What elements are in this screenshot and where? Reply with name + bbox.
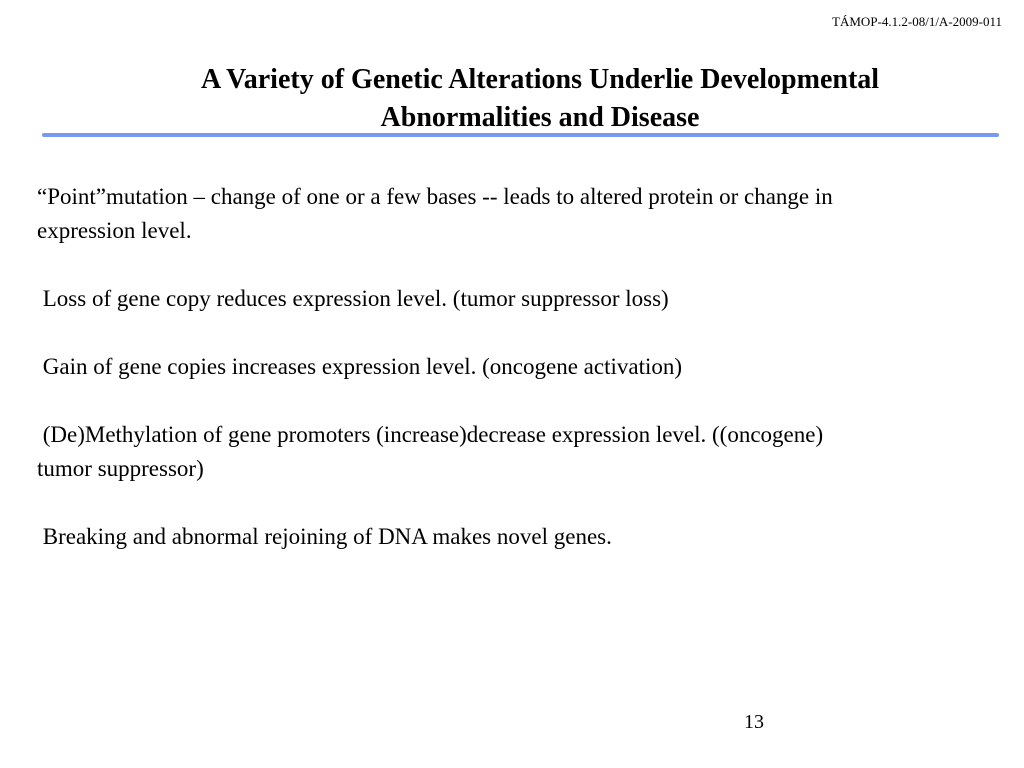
slide-body: [37, 180, 857, 588]
dna-rejoining-text: Breaking and abnormal rejoining of DNA makes novel genes.: [37, 524, 612, 549]
title-divider: [42, 133, 999, 137]
project-code: TÁMOP-4.1.2-08/1/A-2009-011: [832, 14, 1002, 29]
title-line-2: Abnormalities and Disease: [380, 102, 700, 133]
point-mutation-text: “Point”mutation – change of one or a few bases -- leads to altered protein or change in expression level.: [37, 184, 833, 243]
methylation-text: (De)Methylation of gene promoters (increase)decrease expression level. ((oncogene) tumor suppressor): [37, 422, 829, 481]
gene-copy-loss-text: Loss of gene copy reduces expression level. (tumor suppressor loss): [37, 286, 669, 311]
title-line-1: A Variety of Genetic Alterations Underlie Developmental: [200, 64, 880, 95]
slide-title: [80, 61, 1000, 137]
gene-copy-gain-text: Gain of gene copies increases expression level. (oncogene activation): [37, 354, 683, 379]
page-number: 13: [744, 711, 764, 733]
